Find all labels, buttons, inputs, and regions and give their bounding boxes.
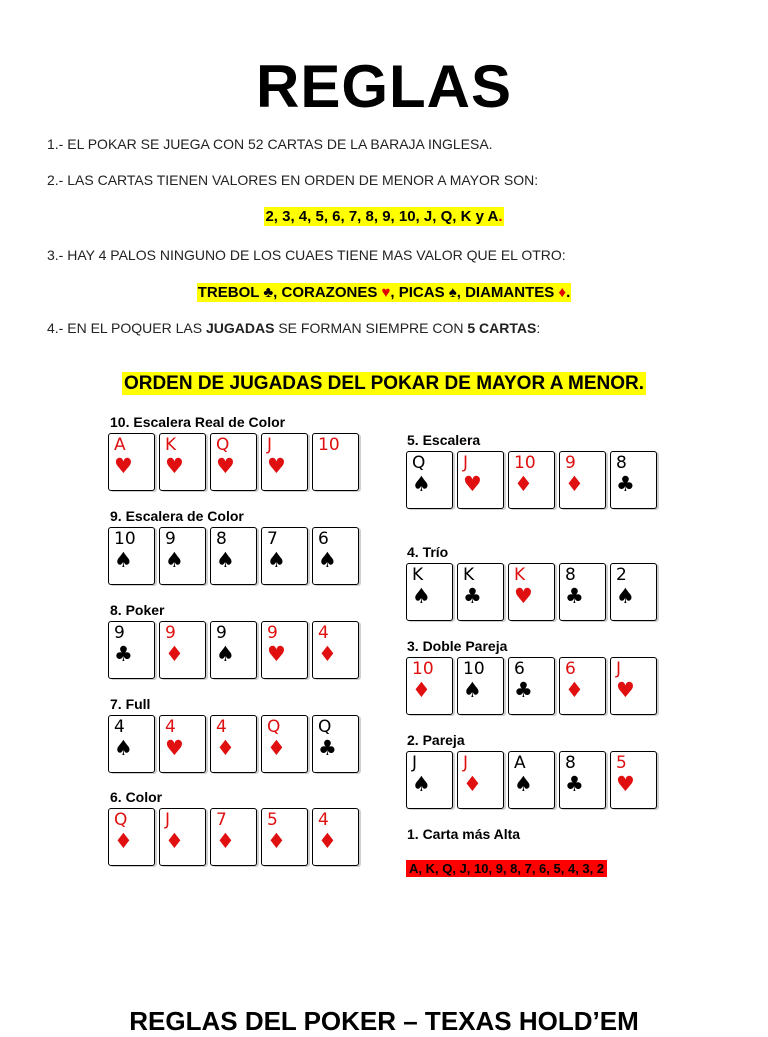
playing-card: [159, 715, 206, 773]
playing-card: [261, 621, 308, 679]
card-values: [264, 207, 503, 226]
card-suit-icon: ♣: [514, 678, 533, 702]
card-rank: 8: [565, 565, 576, 585]
rule-4-mid: SE FORMAN SIEMPRE CON: [274, 320, 468, 336]
card-rank: 4: [165, 717, 176, 737]
card-rank: 10: [318, 435, 340, 455]
suit-picas-label: , PICAS: [390, 284, 449, 301]
card-rank: Q: [114, 810, 128, 830]
suits-end: .: [566, 284, 571, 301]
playing-card: [261, 808, 308, 866]
playing-card: [159, 527, 206, 585]
card-suit-icon: ♦: [165, 829, 184, 853]
card-suit-icon: ♦: [267, 736, 286, 760]
card-rank: 7: [216, 810, 227, 830]
hand-label: 7. Full: [110, 696, 151, 712]
card-suit-icon: ♠: [216, 548, 235, 572]
suit-corazones-label: , CORAZONES: [273, 284, 382, 301]
card-suit-icon: ♦: [463, 772, 482, 796]
page-title: REGLAS: [255, 53, 513, 120]
card-suit-icon: ♦: [318, 642, 337, 666]
hand-label: 9. Escalera de Color: [110, 508, 244, 524]
high-card-label: 1. Carta más Alta: [407, 826, 521, 842]
playing-card: [159, 808, 206, 866]
playing-card: [108, 433, 155, 491]
card-rank: K: [165, 435, 177, 455]
card-suit-icon: ♣: [565, 772, 584, 796]
rule-3: 3.- HAY 4 PALOS NINGUNO DE LOS CUAES TIENE MAS VALOR QUE EL OTRO:: [47, 247, 566, 263]
card-rank: 9: [267, 623, 278, 643]
playing-card: [508, 751, 555, 809]
playing-card: [108, 715, 155, 773]
card-suit-icon: ♦: [165, 642, 184, 666]
playing-card: [610, 657, 657, 715]
playing-card: [159, 433, 206, 491]
playing-card: [508, 451, 555, 509]
card-suit-icon: ♠: [412, 472, 431, 496]
card-rank: 10: [114, 529, 136, 549]
card-rank: 9: [114, 623, 125, 643]
rule-1: 1.- EL POKAR SE JUEGA CON 52 CARTAS DE LA BARAJA INGLESA.: [47, 136, 493, 152]
card-suit-icon: ♦: [114, 829, 133, 853]
playing-card: [312, 621, 359, 679]
card-rank: 9: [565, 453, 576, 473]
card-rank: Q: [267, 717, 281, 737]
card-suit-icon: ♣: [565, 584, 584, 608]
card-rank: 9: [165, 529, 176, 549]
hand-label: 2. Pareja: [407, 732, 465, 748]
playing-card: [210, 433, 257, 491]
card-suit-icon: ♠: [412, 584, 431, 608]
card-rank: 10: [514, 453, 536, 473]
card-suit-icon: ♥: [514, 584, 533, 608]
card-suit-icon: ♥: [267, 642, 286, 666]
card-rank: J: [412, 753, 418, 773]
playing-card: [261, 527, 308, 585]
card-values-text: 2, 3, 4, 5, 6, 7, 8, 9, 10, J, Q, K y A: [265, 208, 499, 225]
footer-title: REGLAS DEL POKER – TEXAS HOLD’EM: [129, 1006, 639, 1036]
playing-card: [406, 657, 453, 715]
suit-diamantes-label: , DIAMANTES: [456, 284, 559, 301]
playing-card: [210, 527, 257, 585]
hand-label: 3. Doble Pareja: [407, 638, 508, 654]
card-suit-icon: ♠: [114, 736, 133, 760]
playing-card: [610, 563, 657, 621]
card-suit-icon: ♥: [463, 472, 482, 496]
playing-card: [312, 527, 359, 585]
card-suit-icon: ♣: [318, 736, 337, 760]
card-rank: J: [267, 435, 273, 455]
playing-card: [610, 451, 657, 509]
playing-card: [559, 563, 606, 621]
card-rank: 4: [318, 623, 329, 643]
rule-4-5-cartas: 5 CARTAS: [467, 320, 537, 336]
card-rank: 7: [267, 529, 278, 549]
playing-card: [559, 657, 606, 715]
hand-label: 5. Escalera: [407, 432, 481, 448]
card-suit-icon: ♦: [318, 829, 337, 853]
rule-4-end: :: [536, 320, 541, 336]
high-card-order: A, K, Q, J, 10, 9, 8, 7, 6, 5, 4, 3, 2: [406, 860, 607, 877]
playing-card: [261, 433, 308, 491]
playing-card: [406, 751, 453, 809]
card-suit-icon: ♦: [267, 829, 286, 853]
diamond-icon: ♦: [558, 284, 567, 301]
card-rank: J: [463, 453, 469, 473]
card-rank: K: [463, 565, 475, 585]
card-rank: K: [412, 565, 424, 585]
card-rank: J: [165, 810, 171, 830]
card-rank: 6: [565, 659, 576, 679]
card-suit-icon: ♦: [565, 678, 584, 702]
section-heading-line: [0, 373, 768, 395]
hand-label: 8. Poker: [110, 602, 165, 618]
card-rank: Q: [412, 453, 426, 473]
playing-card: [406, 451, 453, 509]
card-suit-icon: ♠: [463, 678, 482, 702]
club-icon: ♣: [263, 284, 274, 301]
playing-card: [210, 621, 257, 679]
playing-card: [508, 657, 555, 715]
card-suit-icon: ♠: [114, 548, 133, 572]
card-suit-icon: ♥: [267, 454, 286, 478]
card-suit-icon: ♠: [216, 642, 235, 666]
suits-list: [197, 283, 572, 302]
playing-card: [406, 563, 453, 621]
playing-card: [457, 451, 504, 509]
playing-card: [610, 751, 657, 809]
card-rank: 10: [412, 659, 434, 679]
card-rank: A: [514, 753, 526, 773]
card-suit-icon: ♥: [165, 454, 184, 478]
card-suit-icon: ♣: [463, 584, 482, 608]
card-suit-icon: ♥: [165, 736, 184, 760]
card-values-end: .: [498, 208, 503, 225]
playing-card: [312, 433, 359, 491]
rule-4-pre: 4.- EN EL POQUER LAS: [47, 320, 206, 336]
playing-card: [159, 621, 206, 679]
card-suit-icon: ♥: [114, 454, 133, 478]
card-suit-icon: ♥: [216, 454, 235, 478]
hand-label: 4. Trío: [407, 544, 449, 560]
playing-card: [312, 715, 359, 773]
card-rank: 8: [216, 529, 227, 549]
card-rank: 4: [114, 717, 125, 737]
card-rank: Q: [318, 717, 332, 737]
card-rank: 6: [514, 659, 525, 679]
suit-trebol-label: TREBOL: [197, 284, 260, 301]
card-suit-icon: ♠: [514, 772, 533, 796]
spade-icon: ♠: [448, 284, 457, 301]
playing-card: [508, 563, 555, 621]
playing-card: [108, 808, 155, 866]
rule-2: 2.- LAS CARTAS TIENEN VALORES EN ORDEN DE MENOR A MAYOR SON:: [47, 172, 539, 188]
card-suit-icon: ♠: [318, 548, 337, 572]
playing-card: [210, 715, 257, 773]
rule-4: [47, 320, 540, 336]
playing-card: [108, 527, 155, 585]
heart-icon: ♥: [381, 284, 391, 301]
suits-line: [0, 284, 768, 302]
playing-card: [261, 715, 308, 773]
card-rank: 9: [216, 623, 227, 643]
hand-label: 10. Escalera Real de Color: [110, 414, 286, 430]
card-rank: J: [463, 753, 469, 773]
card-rank: Q: [216, 435, 230, 455]
card-suit-icon: ♠: [267, 548, 286, 572]
card-rank: A: [114, 435, 126, 455]
playing-card: [457, 751, 504, 809]
card-rank: 8: [565, 753, 576, 773]
rule-4-jugadas: JUGADAS: [205, 320, 275, 336]
card-rank: 5: [616, 753, 627, 773]
card-rank: 2: [616, 565, 627, 585]
playing-card: [210, 808, 257, 866]
card-rank: 9: [165, 623, 176, 643]
card-suit-icon: ♦: [216, 829, 235, 853]
card-suit-icon: ♦: [565, 472, 584, 496]
playing-card: [457, 657, 504, 715]
card-suit-icon: ♣: [114, 642, 133, 666]
card-rank: K: [514, 565, 526, 585]
hand-label: 6. Color: [110, 789, 163, 805]
card-rank: 4: [216, 717, 227, 737]
card-rank: 5: [267, 810, 278, 830]
card-rank: 6: [318, 529, 329, 549]
playing-card: [312, 808, 359, 866]
card-rank: 4: [318, 810, 329, 830]
card-suit-icon: ♦: [514, 472, 533, 496]
card-suit-icon: ♥: [616, 678, 635, 702]
playing-card: [457, 563, 504, 621]
card-suit-icon: ♥: [616, 772, 635, 796]
card-suit-icon: ♠: [412, 772, 431, 796]
card-suit-icon: ♦: [412, 678, 431, 702]
card-suit-icon: ♠: [165, 548, 184, 572]
card-values-line: [0, 208, 768, 226]
card-suit-icon: ♦: [216, 736, 235, 760]
playing-card: [559, 751, 606, 809]
playing-card: [559, 451, 606, 509]
playing-card: [108, 621, 155, 679]
card-rank: 10: [463, 659, 485, 679]
card-suit-icon: ♠: [616, 584, 635, 608]
card-rank: J: [616, 659, 622, 679]
card-suit-icon: ♣: [616, 472, 635, 496]
section-heading: ORDEN DE JUGADAS DEL POKAR DE MAYOR A MENOR.: [123, 373, 645, 394]
card-rank: 8: [616, 453, 627, 473]
